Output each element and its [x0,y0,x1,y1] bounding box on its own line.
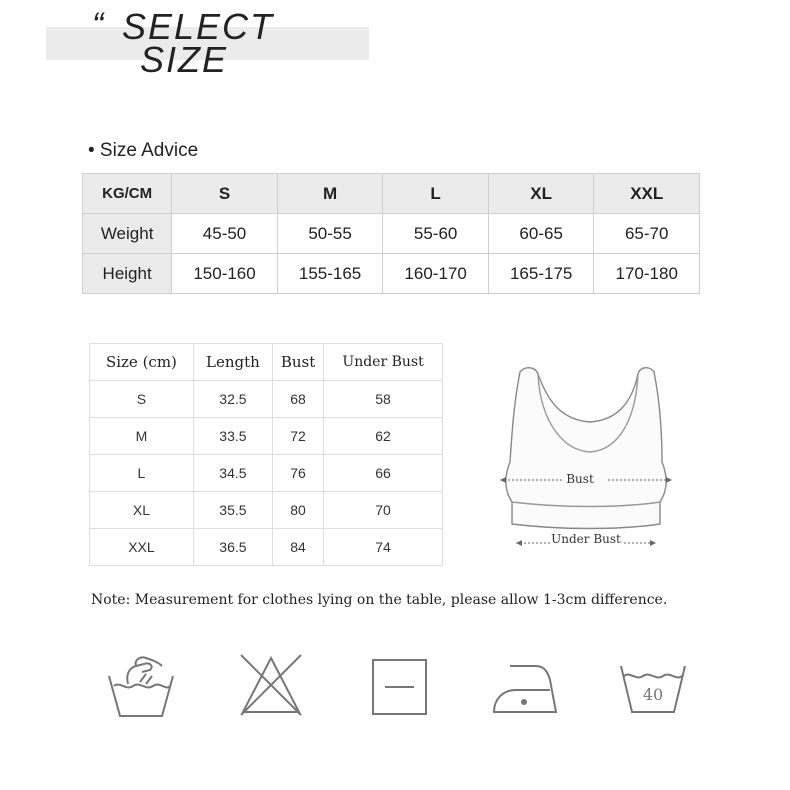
table-cell: L [90,455,194,492]
table-row [90,492,443,529]
column-header: Size (cm) [90,344,194,381]
table-cell: 58 [324,381,443,418]
wash-temperature: 40 [642,685,664,704]
do-not-bleach-icon [238,652,304,718]
table-row [90,455,443,492]
column-header: S [172,174,278,214]
table-row [90,381,443,418]
table-cell: 72 [272,418,323,455]
column-header: Under Bust [324,344,443,381]
row-label: Weight [83,214,172,254]
table-header-row [90,344,443,381]
column-header: Length [193,344,272,381]
table-header-row [83,174,700,214]
table-cell: 70 [324,492,443,529]
table-cell: 65-70 [594,214,700,254]
column-header: XXL [594,174,700,214]
table-cell: 84 [272,529,323,566]
page-title [122,6,275,80]
bra-diagram [490,362,690,557]
hand-wash-icon [106,652,176,722]
table-row [83,254,700,294]
table-cell: XXL [90,529,194,566]
table-cell: 35.5 [193,492,272,529]
under-bust-label: Under Bust [551,532,621,546]
table-cell: 55-60 [383,214,489,254]
table-cell: 33.5 [193,418,272,455]
table-cell: M [90,418,194,455]
table-cell: 36.5 [193,529,272,566]
quote-mark: “ [92,6,104,44]
size-advice-table [82,173,700,294]
row-label: Height [83,254,172,294]
title-line-2: SIZE [140,39,229,80]
table-cell: 155-165 [277,254,383,294]
table-cell: 76 [272,455,323,492]
column-header: L [383,174,489,214]
column-header: XL [488,174,594,214]
table-cell: 68 [272,381,323,418]
measurements-table [89,343,443,566]
table-cell: XL [90,492,194,529]
column-header: M [277,174,383,214]
table-row [83,214,700,254]
table-row [90,529,443,566]
table-cell: 165-175 [488,254,594,294]
table-cell: 150-160 [172,254,278,294]
title-line-1: SELECT [122,6,275,47]
table-cell: 50-55 [277,214,383,254]
table-cell: 66 [324,455,443,492]
table-cell: 32.5 [193,381,272,418]
table-cell: 80 [272,492,323,529]
column-header: KG/CM [83,174,172,214]
table-cell: 62 [324,418,443,455]
table-cell: S [90,381,194,418]
size-advice-heading: • Size Advice [88,140,199,161]
iron-low-icon [490,652,562,718]
bust-label: Bust [566,472,594,486]
tumble-dry-flat-icon [370,652,430,718]
wash-40-icon [618,652,688,718]
table-cell: 45-50 [172,214,278,254]
table-cell: 60-65 [488,214,594,254]
measurement-note: Note: Measurement for clothes lying on the table, please allow 1-3cm difference. [91,592,668,608]
table-row [90,418,443,455]
table-cell: 170-180 [594,254,700,294]
column-header: Bust [272,344,323,381]
table-cell: 74 [324,529,443,566]
table-cell: 34.5 [193,455,272,492]
table-cell: 160-170 [383,254,489,294]
